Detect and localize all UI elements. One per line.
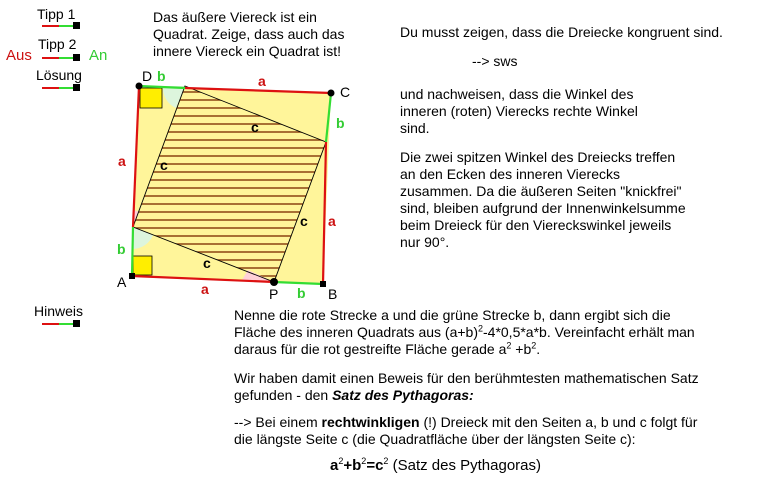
side-ad-b bbox=[132, 227, 133, 276]
on-label: An bbox=[89, 47, 108, 64]
tipp2-label: Tipp 2 bbox=[38, 36, 77, 52]
label-c-right: c bbox=[300, 213, 308, 229]
label-a-bottom: a bbox=[201, 281, 209, 297]
hint1-text: Du musst zeigen, dass die Dreiecke kongruent sind. bbox=[400, 24, 723, 40]
vertex-p-label: P bbox=[269, 286, 279, 302]
label-b-left: b bbox=[117, 241, 126, 257]
vertex-b-point[interactable] bbox=[320, 281, 326, 287]
vertex-p-point[interactable] bbox=[270, 278, 278, 286]
hinweis-label: Hinweis bbox=[34, 303, 84, 319]
hint2-line: inneren (roten) Vierecks rechte Winkel bbox=[400, 103, 638, 119]
label-c-bottom: c bbox=[203, 255, 211, 271]
tipp1-label: Tipp 1 bbox=[37, 6, 76, 22]
explanation-line: Fläche des inneren Quadrats aus $(a+b)^2-4*0,5*a*b$. Vereinfacht erhält man bbox=[234, 323, 695, 340]
solution-line: zusammen. Da die äußeren Seiten "knickfrei" bbox=[400, 183, 682, 199]
solution-line: sind, bleiben aufgrund der Innenwinkelsumme bbox=[400, 200, 686, 216]
explanation-line: daraus für die rot gestreifte Fläche gerade $a^2 +b^2$. bbox=[234, 340, 541, 357]
off-label: Aus bbox=[6, 47, 32, 64]
slider-on-segment bbox=[59, 323, 74, 325]
loesung-label: Lösung bbox=[36, 67, 82, 83]
solution-line: an den Ecken des inneren Vierecks bbox=[400, 166, 620, 182]
intro-line: Quadrat. Zeige, dass auch das bbox=[153, 26, 345, 42]
hint2-line: sind. bbox=[400, 120, 430, 136]
explanation-line: gefunden - den Satz des Pythagoras: bbox=[234, 387, 474, 403]
explanation-paragraph-3 bbox=[234, 414, 697, 448]
label-c-left: c bbox=[160, 157, 168, 173]
vertex-a-label: A bbox=[117, 274, 127, 290]
theorem-name: Satz des Pythagoras: bbox=[332, 387, 474, 403]
hint2-line: und nachweisen, dass die Winkel des bbox=[400, 86, 634, 102]
right-angle-marker-a bbox=[133, 256, 152, 275]
intro-line: Das äußere Viereck ist ein bbox=[153, 9, 317, 25]
hint2-text bbox=[400, 86, 638, 137]
solution-line: beim Dreieck für den Viereckswinkel jeweils bbox=[400, 217, 672, 233]
label-a-right: a bbox=[328, 213, 336, 229]
label-a-top: a bbox=[258, 73, 266, 89]
slider-knob[interactable] bbox=[73, 320, 80, 327]
vertex-b-label: B bbox=[328, 286, 338, 302]
label-b-bottom: b bbox=[297, 285, 306, 301]
slider-off-segment bbox=[42, 323, 59, 325]
label-b-right: b bbox=[336, 115, 345, 131]
vertex-c-point[interactable] bbox=[328, 90, 335, 97]
explanation-line: Wir haben damit einen Beweis für den berühmtesten mathematischen Satz bbox=[234, 370, 699, 386]
explanation-paragraph-1 bbox=[234, 307, 695, 358]
pythagoras-figure bbox=[0, 0, 400, 310]
label-b-top: b bbox=[157, 68, 166, 84]
solution-text bbox=[400, 149, 686, 251]
vertex-d-label: D bbox=[142, 68, 153, 84]
hinweis-toggle-slider[interactable] bbox=[42, 320, 80, 328]
right-angle-marker-d bbox=[140, 88, 162, 108]
solution-line: nur 90°. bbox=[400, 234, 450, 250]
label-c-top: c bbox=[251, 119, 259, 135]
label-a-left: a bbox=[118, 153, 126, 169]
solution-line: Die zwei spitzen Winkel des Dreiecks treffen bbox=[400, 149, 676, 165]
explanation-paragraph-2 bbox=[234, 370, 699, 404]
vertex-c-label: C bbox=[340, 84, 351, 100]
intro-line: innere Viereck ein Quadrat ist! bbox=[153, 43, 342, 59]
hint1-sws: --> sws bbox=[472, 53, 518, 69]
explanation-line: die längste Seite c (die Quadratfläche über der längsten Seite c): bbox=[234, 431, 636, 447]
explanation-line: Nenne die rote Strecke a und die grüne Strecke b, dann ergibt sich die bbox=[234, 307, 671, 323]
pythagoras-formula: $a^2+b^2=c^2$ (Satz des Pythagoras) bbox=[330, 456, 542, 474]
explanation-line: --> Bei einem rechtwinkligen (!) Dreieck mit den Seiten a, b und c folgt für bbox=[234, 414, 698, 430]
vertex-a-point[interactable] bbox=[129, 273, 135, 279]
